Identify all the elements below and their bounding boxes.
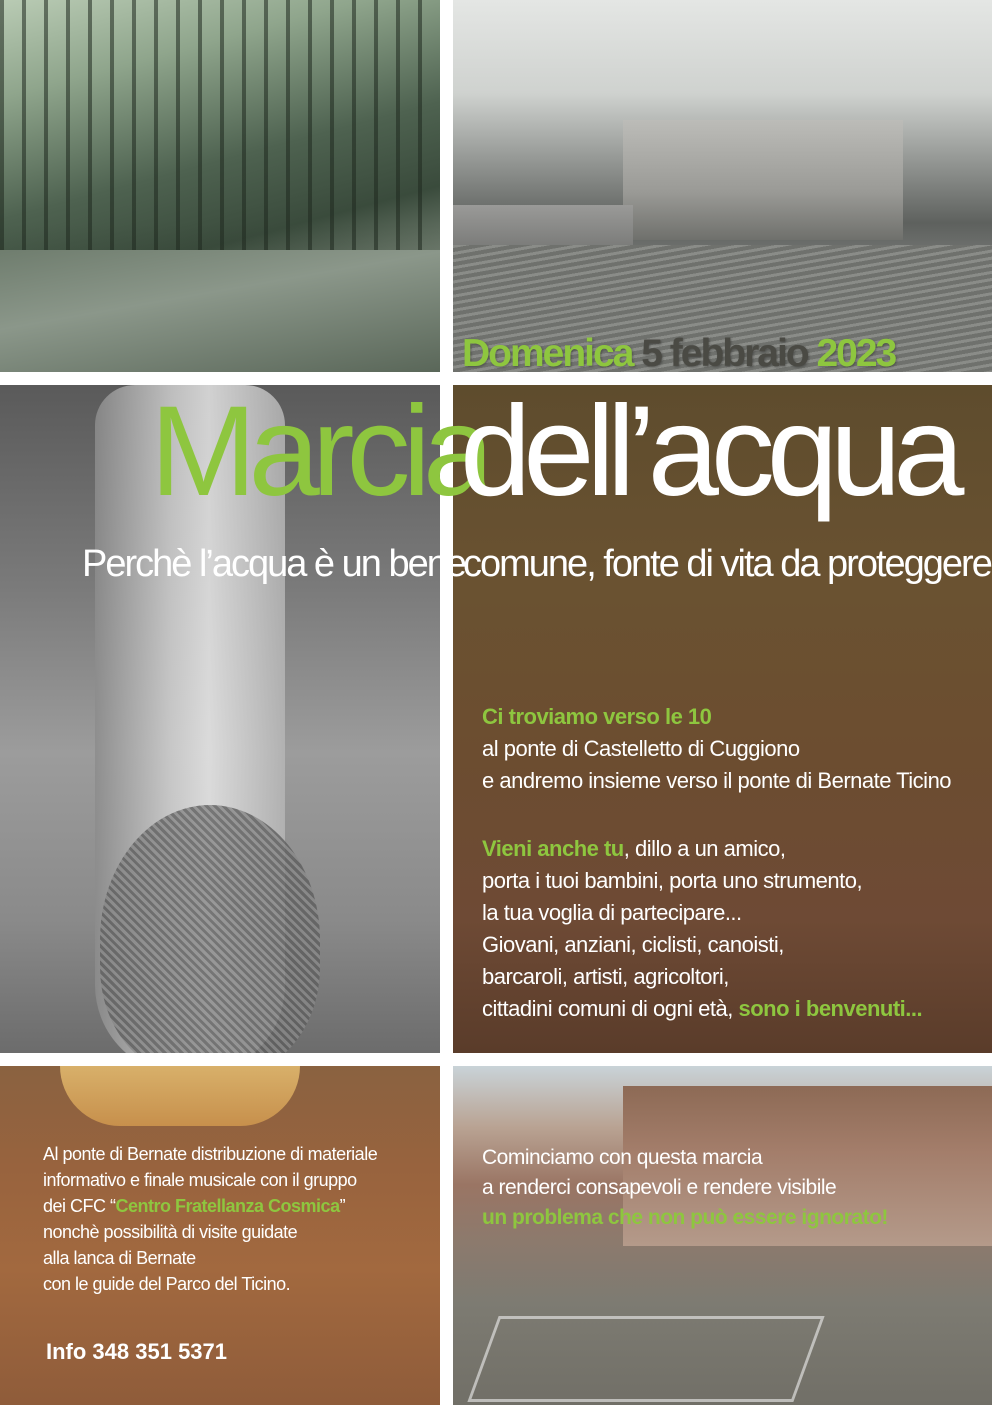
bottom-left-info — [43, 1141, 377, 1297]
photo-dry-riverbed-buildings — [453, 1066, 992, 1405]
sole-shape — [100, 805, 320, 1053]
title-marcia: Marcia — [150, 380, 487, 523]
bottom-right-text — [482, 1143, 888, 1233]
invite-line-6-start: cittadini comuni di ogni età, — [482, 996, 739, 1021]
bl-line-2: informativo e finale musicale con il gruppo — [43, 1170, 357, 1190]
bl-line-3-start: dei CFC “ — [43, 1196, 116, 1216]
date-day-month: 5 febbraio — [641, 332, 808, 375]
invite-line-1 — [482, 833, 922, 865]
invite-text — [482, 833, 922, 1025]
photo-old-village-river — [453, 0, 992, 372]
br-line-2: a renderci consapevoli e rendere visibile — [482, 1176, 837, 1199]
trees-shape — [0, 0, 440, 270]
bl-line-6: con le guide del Parco del Ticino. — [43, 1274, 291, 1294]
invite-line-4: Giovani, anziani, ciclisti, canoisti, — [482, 932, 784, 957]
invite-line-3: la tua voglia di partecipare... — [482, 900, 742, 925]
road-shape — [0, 250, 440, 372]
date-year: 2023 — [816, 332, 896, 375]
invite-line-2: porta i tuoi bambini, porta uno strumento, — [482, 868, 863, 893]
group-name: Centro Fratellanza Cosmica — [115, 1196, 340, 1216]
invite-highlight: Vieni anche tu — [482, 836, 624, 861]
subtitle-part1: Perchè l’acqua è un bene — [82, 543, 465, 585]
br-line-1: Cominciamo con questa marcia — [482, 1146, 763, 1169]
bl-line-3 — [43, 1193, 377, 1219]
invite-line-1-rest: , dillo a un amico, — [623, 836, 786, 861]
subtitle-part2: comune, fonte di vita da proteggere — [463, 543, 991, 585]
meeting-line-3: e andremo insieme verso il ponte di Bernate Ticino — [482, 768, 952, 793]
bl-line-3-end: ” — [339, 1196, 346, 1216]
title-dellacqua: dell’acqua — [460, 380, 957, 523]
meeting-time: Ci troviamo verso le 10 — [482, 704, 712, 729]
info-phone: Info 348 351 5371 — [46, 1339, 228, 1364]
houses-shape — [623, 120, 903, 240]
bl-line-4: nonchè possibilità di visite guidate — [43, 1222, 298, 1242]
bl-line-1: Al ponte di Bernate distribuzione di materiale — [43, 1144, 378, 1164]
shoe-shape — [60, 1066, 300, 1126]
photo-tree-lined-road — [0, 0, 440, 372]
event-date — [462, 332, 895, 376]
invite-line-6 — [482, 993, 922, 1025]
date-day: Domenica — [462, 332, 633, 375]
invite-welcome: sono i benvenuti... — [738, 996, 923, 1021]
meeting-info — [482, 701, 951, 797]
br-line-3: un problema che non può essere ignorato! — [482, 1206, 888, 1229]
meeting-line-2: al ponte di Castelletto di Cuggiono — [482, 736, 800, 761]
invite-line-5: barcaroli, artisti, agricoltori, — [482, 964, 729, 989]
bl-line-5: alla lanca di Bernate — [43, 1248, 196, 1268]
riverbed-drawing-shape — [467, 1316, 824, 1402]
